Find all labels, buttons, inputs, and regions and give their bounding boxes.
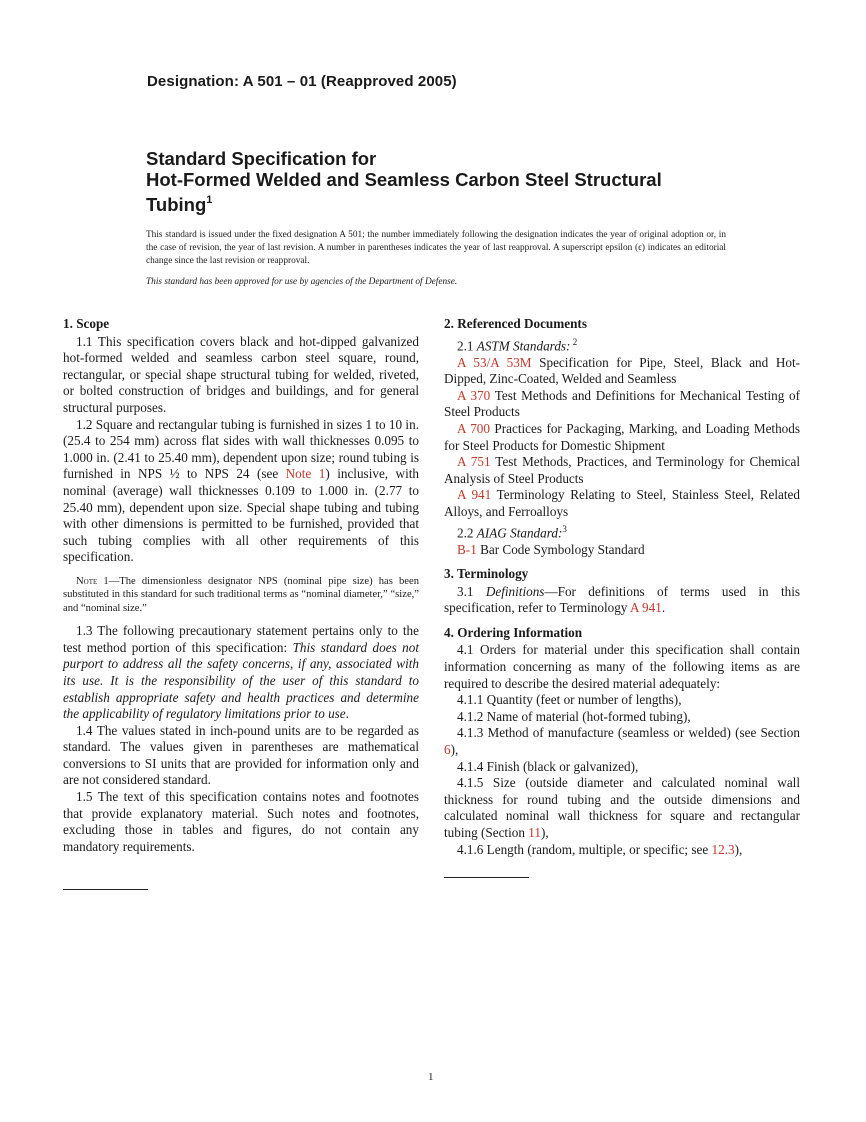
astm-standards-label: 2.1 ASTM Standards: $^2$ [457,336,578,353]
paragraph-4-1-5: 4.1.5 Size (outside diameter and calculated nominal wall thickness for round tubing and the outside dimensions and calculated nominal wall thickness for square and rectangular tubing (Section 11), [444,775,800,840]
designation-line: Designation: A 501 – 01 (Reapproved 2005) [147,73,457,90]
paragraph-1-4: 1.4 The values stated in inch-pound units are to be regarded as standard. The values given in parentheses are mathematical conversions to SI units that are provided for information only and are not considered standard. [63,722,419,788]
paragraph-4-1: 4.1 Orders for material under this specification shall contain information concerning as many of the following items as are required to describe the desired material adequately: [444,642,800,691]
reference-link[interactable]: A 53/A 53M [457,354,532,370]
reference-link[interactable]: A 751 [457,454,491,470]
paragraph-4-1-1: 4.1.1 Quantity (feet or number of lengths), [457,692,682,708]
aiag-standard-label: 2.2 AIAG Standard:$^3$ [457,523,567,540]
reference-link[interactable]: A 941 [457,487,492,503]
note-1-link[interactable]: Note 1 [285,466,326,482]
reference-item: A 941 Terminology Relating to Steel, Stainless Steel, Related Alloys, and Ferroalloys [444,487,801,519]
document-title [146,148,746,215]
terminology-link[interactable]: A 941 [629,600,662,616]
left-column [63,316,419,855]
paragraph-1-1: 1.1 This specification covers black and hot-dipped galvanized hot-formed welded and seamless carbon steel square, round, rectangular, or special shape structural tubing for welded, riveted, or bolted construction of bridges and buildings, and for general structural purposes. [63,333,419,415]
paragraph-4-1-2: 4.1.2 Name of material (hot-formed tubing), [457,708,691,724]
reference-link[interactable]: A 370 [457,387,491,403]
paragraph-4-1-4: 4.1.4 Finish (black or galvanized), [457,758,639,774]
reference-item: A 751 Test Methods, Practices, and Terminology for Chemical Analysis of Steel Products [444,454,800,486]
paragraph-1-2: 1.2 Square and rectangular tubing is furnished in sizes 1 to 10 in. (25.4 to 254 mm) across flat sides with wall thicknesses 0.095 to 1.000 in. (2.41 to 25.40 mm), dependent upon size; round tubing is furnished in NPS ½ to NPS 24 (see Note 1) inclusive, with nominal (average) wall thicknesses 0.109 to 1.000 in. (2.77 to 25.40 mm), dependent upon size. Special shape tubing and tubing with other dimensions is permitted to be furnished, provided that such tubing complies with all other requirements of this specification. [63,416,419,565]
reference-item: B-1 Bar Code Symbology Standard [457,541,645,557]
issued-statement: This standard is issued under the fixed designation A 501; the number immediately following the designation indicates the year of original adoption or, in the case of revision, the year of last revision. A number in parentheses indicates the year of last reapproval. A superscript epsilon (ϵ) indicates an editorial change since the last revision or reapproval. [146,230,726,266]
footnote-divider-left [63,889,148,890]
title-footnote-mark: 1 [206,194,213,206]
page-number: 1 [428,1071,434,1083]
title-line-2: Hot-Formed Welded and Seamless Carbon Steel Structural [146,169,662,190]
title-line-1: Standard Specification for [146,148,377,169]
section-11-link[interactable]: 11 [528,825,541,840]
paragraph-4-1-6: 4.1.6 Length (random, multiple, or specific; see 12.3), [457,841,743,857]
reference-item: A 700 Practices for Packaging, Marking, and Loading Methods for Steel Products for Domestic Shipment [444,420,801,453]
section-heading-ordering-information: 4. Ordering Information [444,624,583,640]
paragraph-1-3: 1.3 The following precautionary statement pertains only to the test method portion of this specification: This standard does not purport to address all the safety concerns, if any, associated with its use. It is the responsibility of the user of this standard to establish appropriate safety and health practices and determine the applicability of regulatory limitations prior to use. [63,623,419,722]
note-1-label: Note 1 [76,575,109,587]
footnote-divider-right [444,877,529,878]
approved-statement: This standard has been approved for use by agencies of the Department of Defense. [146,277,458,287]
paragraph-3-1: 3.1 Definitions—For definitions of terms used in this specification, refer to Terminology A 941. [444,583,801,616]
section-heading-scope: 1. Scope [63,316,110,331]
section-heading-terminology: 3. Terminology [444,566,529,582]
section-12-3-link[interactable]: 12.3 [711,841,735,857]
section-heading-referenced-documents: 2. Referenced Documents [444,316,587,331]
reference-item: A 370 Test Methods and Definitions for Mechanical Testing of Steel Products [444,387,800,420]
paragraph-4-1-3: 4.1.3 Method of manufacture (seamless or welded) (see Section 6), [444,725,800,758]
note-1: Note 1—The dimensionless designator NPS (nominal pipe size) has been substituted in this standard for such traditional terms as “nominal diameter,” “size,” and “nominal size.” [63,575,419,614]
reference-item: A 53/A 53M Specification for Pipe, Steel, Black and Hot-Dipped, Zinc-Coated, Welded and Seamless [444,354,801,387]
title-line-3: Tubing$^1$ [146,194,213,215]
reference-link[interactable]: A 700 [457,420,490,436]
reference-link[interactable]: B-1 [457,541,477,557]
paragraph-1-5: 1.5 The text of this specification contains notes and footnotes that provide explanatory material. Such notes and footnotes, excluding those in tables and figures, do not contain any mandatory requirements. [63,789,419,854]
right-column [444,316,800,858]
section-6-link[interactable]: 6 [444,742,451,758]
